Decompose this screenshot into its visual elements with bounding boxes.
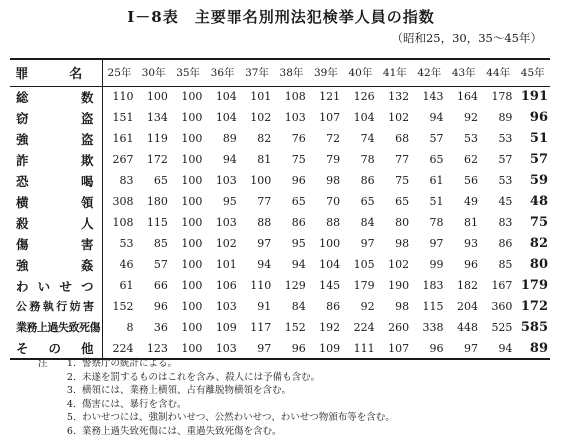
index-value-cell: 100 (171, 338, 205, 359)
index-value-cell: 81 (463, 216, 478, 229)
index-value-cell: 80 (395, 216, 410, 229)
index-value-cell: 45 (498, 195, 513, 208)
index-value-cell: 107 (319, 111, 341, 124)
index-value-cell: 51 (429, 195, 444, 208)
index-value-cell: 61 (119, 279, 134, 292)
index-value-cell: 65 (153, 174, 168, 187)
index-value-cell: 204 (456, 300, 478, 313)
index-value-cell: 448 (456, 321, 478, 334)
note-text: 横領には、業務上横領、占有離脱物横領を含む。 (82, 385, 292, 397)
index-value-cell: 104 (205, 86, 239, 107)
index-value-cell: 100 (181, 216, 203, 229)
index-value-cell: 100 (250, 174, 272, 187)
index-value-cell: 100 (181, 258, 203, 271)
index-value-cell: 96 (412, 338, 446, 359)
index-value-cell: 129 (284, 279, 306, 292)
index-value-cell: 76 (291, 132, 306, 145)
table-row (10, 86, 550, 107)
index-value-cell: 100 (136, 86, 170, 107)
index-value-cell: 53 (119, 237, 134, 250)
index-value-cell: 86 (498, 237, 513, 250)
index-value-cell: 96 (529, 110, 548, 125)
index-value-cell: 94 (481, 338, 515, 359)
index-value-cell: 260 (388, 321, 410, 334)
index-value-cell: 267 (112, 153, 134, 166)
crime-name-cell: 横 領 (10, 191, 102, 212)
index-value-cell: 100 (181, 153, 203, 166)
index-value-cell: 525 (491, 321, 513, 334)
index-value-cell: 191 (515, 86, 550, 107)
crime-name-cell: 強 盗 (10, 128, 102, 149)
index-value-cell: 84 (291, 300, 306, 313)
index-value-cell: 80 (529, 257, 548, 272)
index-value-cell: 111 (343, 338, 377, 359)
note-text: 業務上過失致死傷には、重過失致死傷を含む。 (82, 425, 282, 437)
index-value-cell: 53 (498, 174, 513, 187)
index-value-cell: 179 (353, 279, 375, 292)
index-value-cell: 190 (388, 279, 410, 292)
index-value-cell: 103 (215, 216, 237, 229)
table-row (10, 296, 550, 317)
index-value-cell: 91 (257, 300, 272, 313)
note-number: 4. (66, 398, 76, 410)
index-value-cell: 94 (429, 111, 444, 124)
index-value-cell: 108 (112, 216, 134, 229)
crime-name-cell: 傷 害 (10, 233, 102, 254)
index-value-cell: 100 (181, 132, 203, 145)
index-value-cell: 104 (215, 111, 237, 124)
index-value-cell: 100 (181, 195, 203, 208)
year-header: 36年 (205, 59, 239, 86)
index-value-cell: 75 (529, 215, 548, 230)
index-value-cell: 100 (181, 174, 203, 187)
index-value-cell: 85 (498, 258, 513, 271)
index-value-cell: 151 (112, 111, 134, 124)
index-value-cell: 103 (284, 111, 306, 124)
table-row (10, 107, 550, 128)
index-value-cell: 121 (309, 86, 343, 107)
index-value-cell: 57 (498, 153, 513, 166)
year-header: 30年 (136, 59, 170, 86)
index-value-cell: 107 (378, 338, 412, 359)
note-item (38, 411, 548, 425)
index-value-cell: 585 (520, 320, 548, 335)
crime-name-cell: わいせつ (10, 275, 102, 296)
table-subtitle: （昭和25，30，35～45年） (391, 31, 542, 45)
note-item (38, 425, 548, 439)
table-row (10, 275, 550, 296)
index-value-cell: 145 (319, 279, 341, 292)
index-value-cell: 164 (447, 86, 481, 107)
crime-name-cell: 窃 盗 (10, 107, 102, 128)
index-value-cell: 86 (360, 174, 375, 187)
table-row (10, 149, 550, 170)
index-value-cell: 94 (291, 258, 306, 271)
index-value-cell: 74 (360, 132, 375, 145)
index-value-cell: 59 (529, 173, 548, 188)
index-value-cell: 94 (222, 153, 237, 166)
index-value-cell: 109 (215, 321, 237, 334)
index-value-cell: 57 (153, 258, 168, 271)
note-number: 5. (66, 412, 76, 424)
index-value-cell: 105 (353, 258, 375, 271)
index-value-cell: 110 (102, 86, 136, 107)
index-value-cell: 100 (181, 237, 203, 250)
index-value-cell: 178 (481, 86, 515, 107)
table-row (10, 170, 550, 191)
index-value-cell: 106 (215, 279, 237, 292)
index-value-cell: 72 (326, 132, 341, 145)
table-row (10, 191, 550, 212)
index-value-cell: 81 (257, 153, 272, 166)
note-lead (38, 384, 60, 398)
index-value-cell: 102 (388, 258, 410, 271)
index-value-cell: 100 (171, 86, 205, 107)
index-value-cell: 224 (102, 338, 136, 359)
index-value-cell: 51 (529, 131, 548, 146)
index-value-cell: 179 (520, 278, 548, 293)
note-number: 6. (66, 425, 76, 437)
table-row (10, 212, 550, 233)
index-value-cell: 182 (456, 279, 478, 292)
index-value-cell: 95 (291, 237, 306, 250)
note-text: 警察庁の統計による。 (82, 358, 178, 369)
index-value-cell: 96 (274, 338, 308, 359)
index-value-cell: 119 (146, 132, 168, 145)
note-lead (38, 425, 60, 439)
index-value-cell: 77 (257, 195, 272, 208)
year-header: 35年 (171, 59, 205, 86)
index-value-cell: 86 (291, 216, 306, 229)
header-row (10, 59, 550, 86)
index-value-cell: 89 (498, 111, 513, 124)
index-value-cell: 123 (136, 338, 170, 359)
index-value-cell: 100 (319, 237, 341, 250)
note-lead (38, 398, 60, 412)
note-number: 2. (66, 371, 76, 383)
index-value-cell: 172 (146, 153, 168, 166)
index-value-cell: 83 (498, 216, 513, 229)
index-value-cell: 83 (119, 174, 134, 187)
table-row (10, 317, 550, 338)
index-value-cell: 104 (353, 111, 375, 124)
index-value-cell: 192 (319, 321, 341, 334)
index-value-cell: 97 (360, 237, 375, 250)
index-value-cell: 360 (491, 300, 513, 313)
index-value-cell: 65 (291, 195, 306, 208)
index-value-cell: 86 (326, 300, 341, 313)
year-header: 45年 (515, 59, 550, 86)
index-value-cell: 102 (388, 111, 410, 124)
index-value-cell: 53 (463, 132, 478, 145)
index-value-cell: 92 (360, 300, 375, 313)
notes (38, 357, 548, 439)
note-lead: 注 (38, 358, 48, 369)
table-body (10, 86, 550, 359)
index-value-cell: 89 (515, 338, 550, 359)
index-value-cell: 103 (205, 338, 239, 359)
index-value-cell: 102 (215, 237, 237, 250)
index-value-cell: 77 (395, 153, 410, 166)
index-value-cell: 101 (215, 258, 237, 271)
note-text: 傷害には、暴行を含む。 (82, 398, 187, 410)
index-value-cell: 99 (429, 258, 444, 271)
index-value-cell: 97 (257, 237, 272, 250)
index-value-cell: 109 (309, 338, 343, 359)
index-value-cell: 100 (181, 321, 203, 334)
index-value-cell: 115 (146, 216, 168, 229)
index-value-cell: 92 (463, 111, 478, 124)
index-value-cell: 180 (146, 195, 168, 208)
index-value-cell: 161 (112, 132, 134, 145)
index-value-cell: 68 (395, 132, 410, 145)
crime-name-cell: 恐 喝 (10, 170, 102, 191)
index-value-cell: 183 (422, 279, 444, 292)
index-value-cell: 57 (529, 152, 548, 167)
index-value-cell: 96 (463, 258, 478, 271)
index-value-cell: 308 (112, 195, 134, 208)
note-text: 未遂を罰するものはこれを含み、殺人には予備も含む。 (82, 371, 321, 383)
index-value-cell: 62 (463, 153, 478, 166)
note-item (38, 371, 548, 385)
index-value-cell: 97 (447, 338, 481, 359)
index-value-cell: 172 (520, 299, 548, 314)
crime-name-cell: 強 姦 (10, 254, 102, 275)
year-header: 41年 (378, 59, 412, 86)
index-value-cell: 98 (395, 300, 410, 313)
index-value-cell: 61 (429, 174, 444, 187)
index-value-cell: 88 (257, 216, 272, 229)
index-value-cell: 338 (422, 321, 444, 334)
index-value-cell: 134 (146, 111, 168, 124)
year-header: 37年 (240, 59, 274, 86)
index-value-cell: 95 (222, 195, 237, 208)
index-value-cell: 115 (422, 300, 444, 313)
table-title: Ⅰ－8表 主要罪名別刑法犯検挙人員の指数 (127, 8, 435, 26)
index-value-cell: 78 (429, 216, 444, 229)
index-value-cell: 53 (498, 132, 513, 145)
index-value-cell: 65 (360, 195, 375, 208)
index-value-cell: 75 (291, 153, 306, 166)
year-header: 25年 (102, 59, 136, 86)
index-value-cell: 132 (378, 86, 412, 107)
table-row (10, 128, 550, 149)
index-value-cell: 78 (360, 153, 375, 166)
year-header: 42年 (412, 59, 446, 86)
table-row (10, 338, 550, 359)
year-header: 38年 (274, 59, 308, 86)
index-value-cell: 85 (153, 237, 168, 250)
index-value-cell: 167 (491, 279, 513, 292)
year-header: 40年 (343, 59, 377, 86)
index-value-cell: 93 (463, 237, 478, 250)
index-value-cell: 102 (250, 111, 272, 124)
index-value-cell: 224 (353, 321, 375, 334)
index-value-cell: 96 (153, 300, 168, 313)
crime-name-cell: 殺 人 (10, 212, 102, 233)
crime-name-cell: 業務上過失致死傷 (10, 317, 102, 338)
index-value-cell: 110 (250, 279, 272, 292)
index-value-cell: 36 (153, 321, 168, 334)
index-value-cell: 100 (181, 111, 203, 124)
crime-name-cell: 詐 欺 (10, 149, 102, 170)
index-value-cell: 88 (326, 216, 341, 229)
note-number: 1. (66, 358, 76, 369)
index-value-cell: 46 (119, 258, 134, 271)
note-item (38, 398, 548, 412)
index-value-cell: 152 (284, 321, 306, 334)
index-value-cell: 49 (463, 195, 478, 208)
note-lead (38, 371, 60, 385)
table-row (10, 233, 550, 254)
index-value-cell: 103 (215, 174, 237, 187)
note-number: 3. (66, 385, 76, 397)
index-value-cell: 101 (240, 86, 274, 107)
index-value-cell: 65 (429, 153, 444, 166)
index-value-cell: 89 (222, 132, 237, 145)
note-item (38, 357, 548, 371)
index-value-cell: 84 (360, 216, 375, 229)
index-value-cell: 82 (529, 236, 548, 251)
index-value-cell: 98 (395, 237, 410, 250)
index-value-cell: 108 (274, 86, 308, 107)
index-value-cell: 57 (429, 132, 444, 145)
index-value-cell: 65 (395, 195, 410, 208)
index-value-cell: 8 (126, 321, 134, 334)
year-header: 43年 (447, 59, 481, 86)
index-value-cell: 82 (257, 132, 272, 145)
index-value-cell: 97 (429, 237, 444, 250)
index-value-cell: 70 (326, 195, 341, 208)
index-value-cell: 97 (240, 338, 274, 359)
crime-name-cell: 公務執行妨害 (10, 296, 102, 317)
index-value-cell: 98 (326, 174, 341, 187)
index-value-cell: 126 (343, 86, 377, 107)
year-header: 39年 (309, 59, 343, 86)
index-value-cell: 48 (529, 194, 548, 209)
index-value-cell: 79 (326, 153, 341, 166)
crime-name-cell: そ の 他 (10, 338, 102, 359)
index-value-cell: 56 (463, 174, 478, 187)
index-table (10, 58, 550, 360)
index-value-cell: 152 (112, 300, 134, 313)
index-value-cell: 96 (291, 174, 306, 187)
index-value-cell: 143 (412, 86, 446, 107)
note-item (38, 384, 548, 398)
index-value-cell: 100 (181, 279, 203, 292)
index-value-cell: 103 (215, 300, 237, 313)
index-value-cell: 75 (395, 174, 410, 187)
table-row (10, 254, 550, 275)
crime-name-cell: 総 数 (10, 86, 102, 107)
crime-name-header: 罪 名 (10, 59, 102, 86)
index-value-cell: 66 (153, 279, 168, 292)
index-value-cell: 117 (250, 321, 272, 334)
note-lead (38, 411, 60, 425)
index-value-cell: 100 (181, 300, 203, 313)
year-header: 44年 (481, 59, 515, 86)
index-value-cell: 104 (319, 258, 341, 271)
index-value-cell: 94 (257, 258, 272, 271)
note-text: わいせつには、強制わいせつ、公然わいせつ、わいせつ物頒布等を含む。 (82, 412, 395, 424)
